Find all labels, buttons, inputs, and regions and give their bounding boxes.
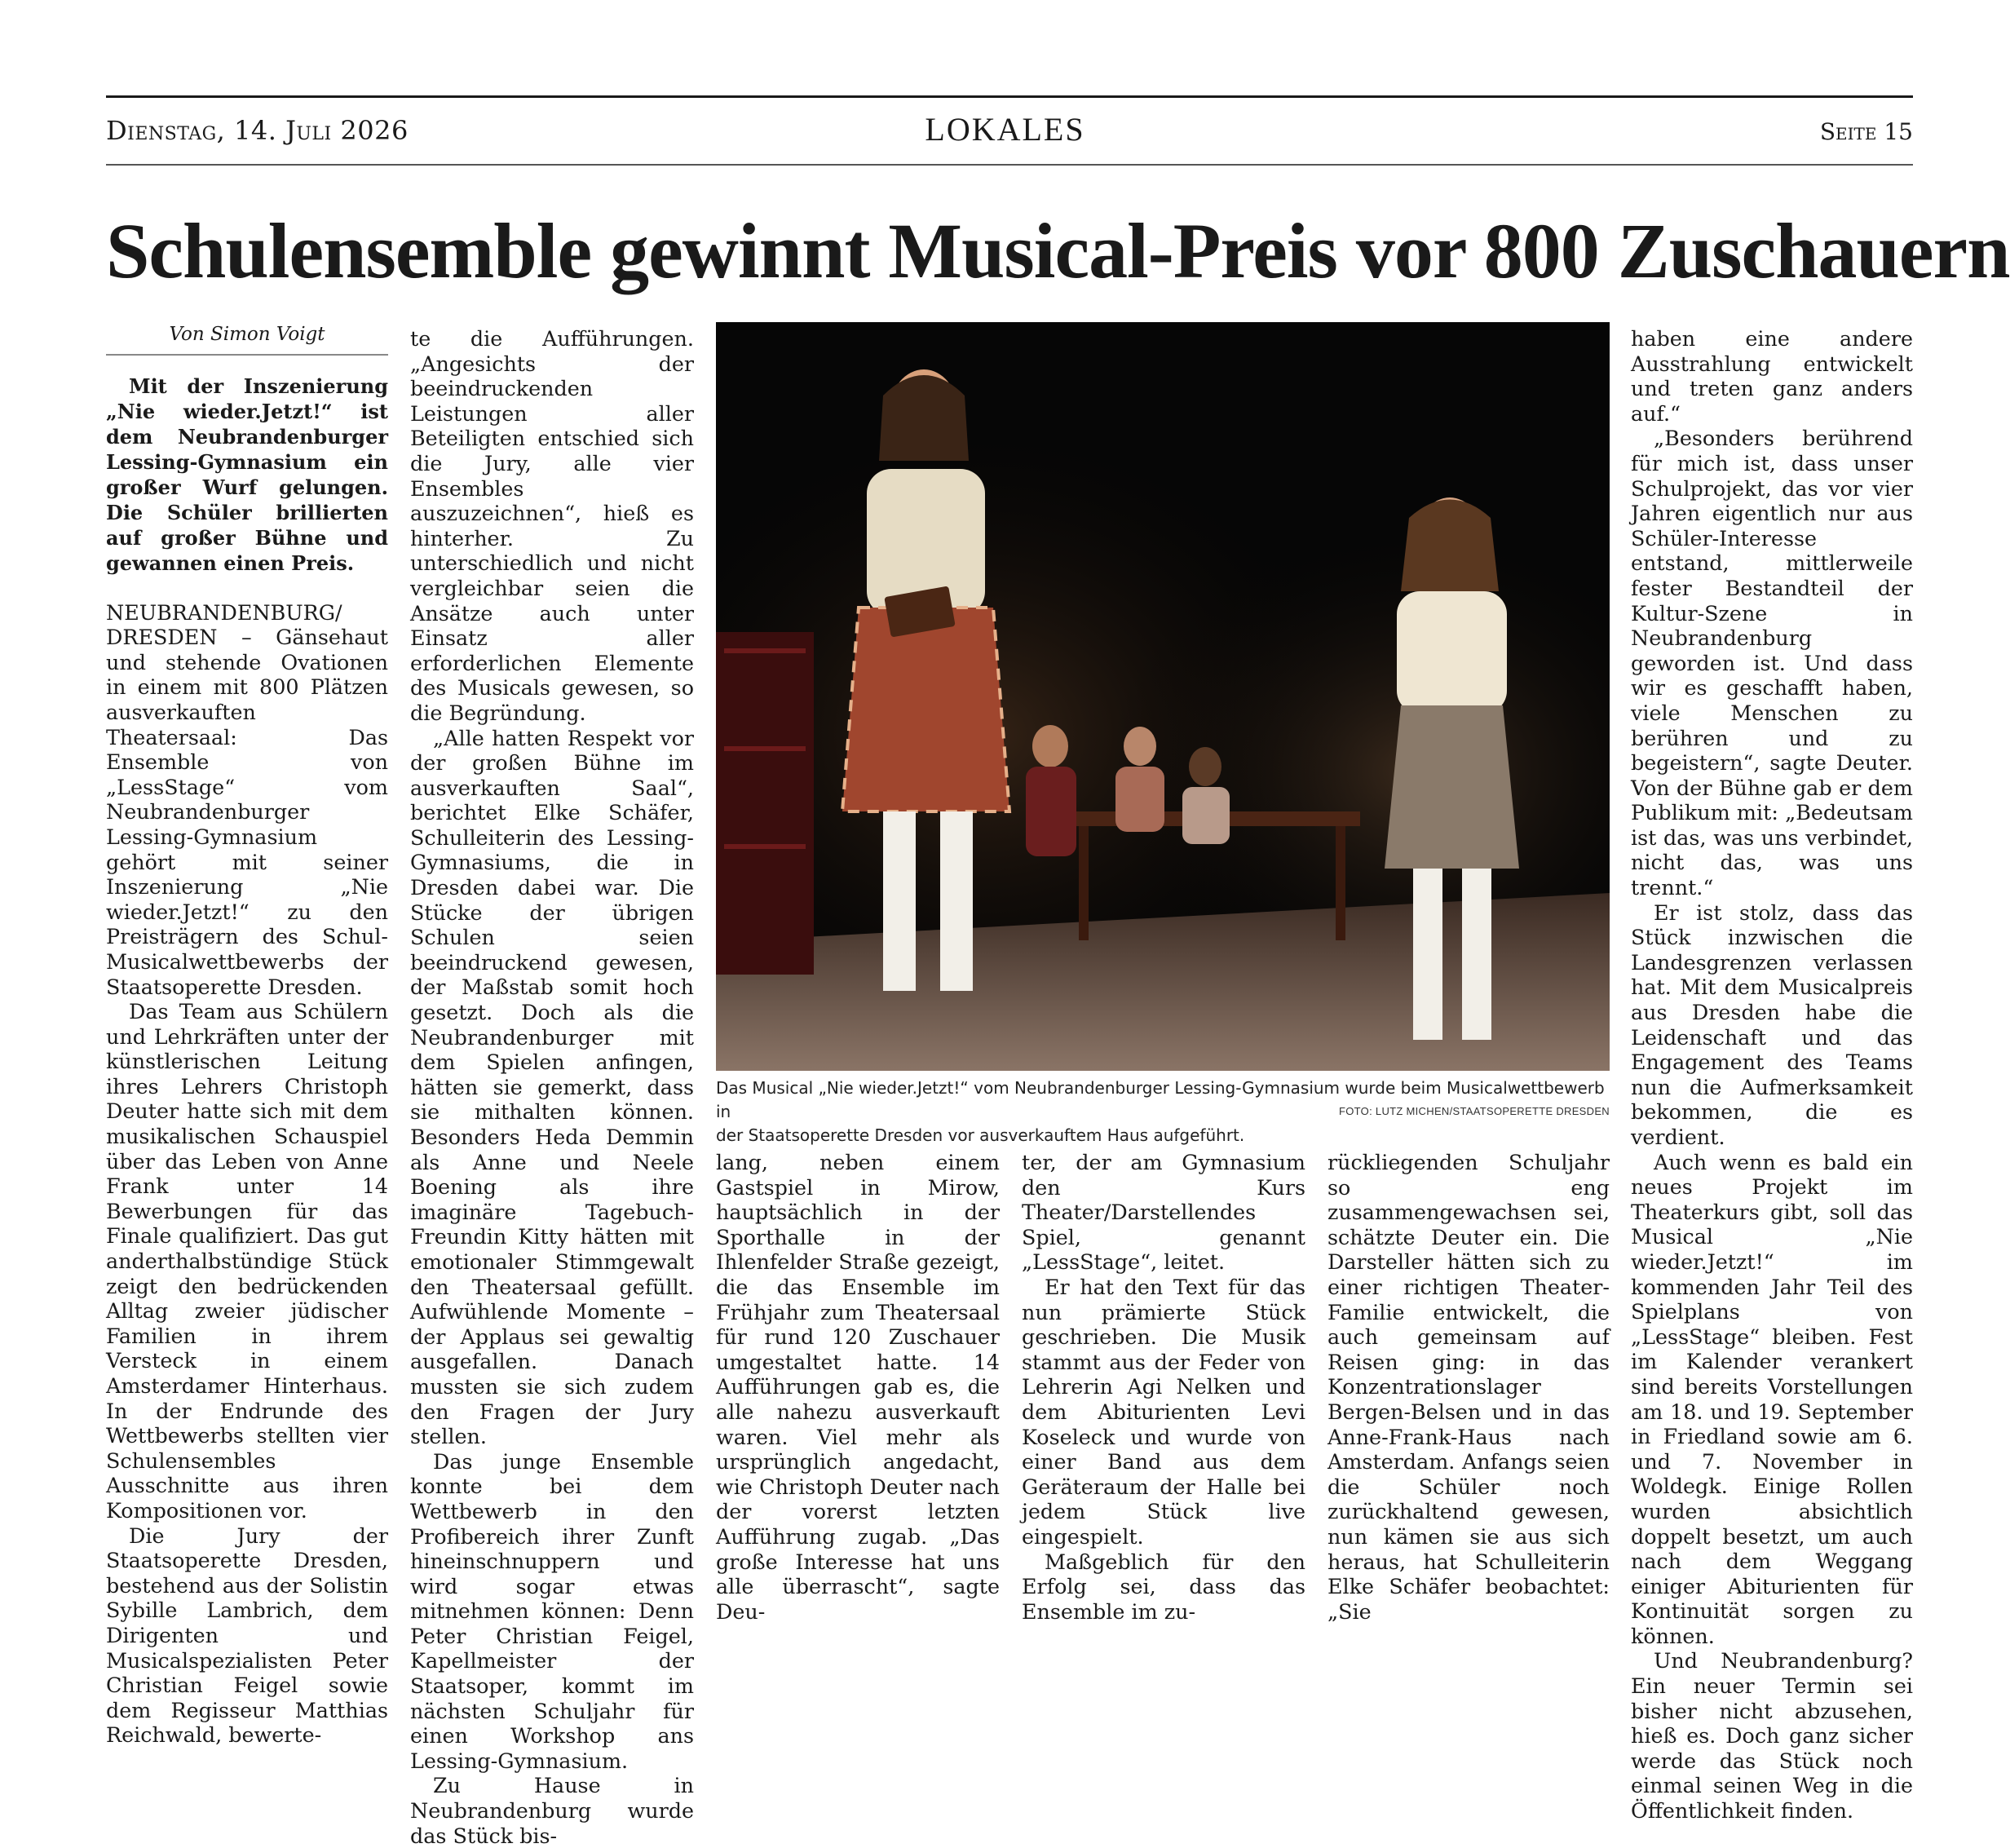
caption-line: Das Musical „Nie wieder.Jetzt!“ vom Neubrandenburger Lessing-Gymnasium wurde beim Musicalwettbewerb in [716, 1078, 1605, 1121]
article-lead: Mit der Inszenierung „Nie wieder.Jetzt!“ ist dem Neubrandenburger Lessing-Gymnasium ein großer Wurf gelungen. Die Schüler brillierten auf großer Bühne und gewannen einen Preis. [106, 374, 388, 575]
issue-date: Dienstag, 14. Juli 2026 [106, 115, 409, 146]
article-column-2 [410, 326, 694, 1848]
paragraph: Das junge Ensemble konnte bei dem Wettbewerb in den Profibereich ihrer Zunft hineinschnuppern und wird sogar etwas mitnehmen können: Denn Peter Christian Feigel, Kapellmeister der Staatsoper, kommt im nächsten Schuljahr für einen Workshop ans Lessing-Gymnasium. [410, 1448, 694, 1773]
section-title: LOKALES [925, 111, 1085, 148]
paragraph: Auch wenn es bald ein neues Projekt im Theaterkurs gibt, soll das Musical „Nie wieder.Jetzt!“ im kommenden Jahr Teil des Spielplans von „LessStage“ bleiben. Fest im Kalender verankert sind bereits Vorstellungen am 18. und 19. September in Friedland sowie am 6. und 7. November in Woldegk. Einige Rollen wurden absichtlich doppelt besetzt, um auch nach dem Weggang einiger Abiturienten für Kontinuität sorgen zu können. [1631, 1149, 1913, 1648]
article-column-5 [1327, 1150, 1610, 1624]
paragraph: Maßgeblich für den Erfolg sei, dass das Ensemble im zu- [1022, 1549, 1305, 1624]
paragraph: Und Neubrandenburg? Ein neuer Termin sei bisher nicht abzusehen, hieß es. Doch ganz sicher werde das Stück noch einmal seinen Weg in die Öffentlichkeit finden. [1631, 1648, 1913, 1824]
paragraph: te die Aufführungen. „Angesichts der beeindruckenden Leistungen aller Beteiligten entschied sich die Jury, alle vier Ensembles auszuzeichnen“, hieß es hinterher. Zu unterschiedlich und nicht vergleichbar seien die Ansätze auch unter Einsatz aller erforderlichen Elemente des Musicals gewesen, so die Begründung. [410, 326, 694, 725]
page-number: Seite 15 [1819, 118, 1913, 145]
photo-credit: FOTO: LUTZ MICHEN/STAATSOPERETTE DRESDEN [1339, 1105, 1610, 1117]
stage-photo [716, 322, 1610, 1071]
article-column-4 [1022, 1150, 1305, 1624]
paragraph: rückliegenden Schuljahr so eng zusammengewachsen sei, schätzte Deuter ein. Die Darsteller hätten sich zu einer richtigen Theater-Familie entwickelt, die auch gemeinsam auf Reisen ging: in das Konzentrationslager Bergen-Belsen und in das Anne-Frank-Haus nach Amsterdam. Anfangs seien die Schüler noch zurückhaltend gewesen, nun kämen sie aus sich heraus, hat Schulleiterin Elke Schäfer beobachtet: „Sie [1327, 1150, 1610, 1624]
paragraph: lang, neben einem Gastspiel in Mirow, hauptsächlich in der Sporthalle in der Ihlenfelder Straße gezeigt, die das Ensemble im Frühjahr zum Theatersaal für rund 120 Zuschauer umgestaltet hatte. 14 Aufführungen gab es, die alle nahezu ausverkauft waren. Viel mehr als ursprünglich angedacht, wie Christoph Deuter nach der vorerst letzten Aufführung zugab. „Das große Interesse hat uns alle überrascht“, sagte Deu- [716, 1150, 1000, 1624]
paragraph: „Besonders berührend für mich ist, dass unser Schulprojekt, das vor vier Jahren eigentlich nur aus Schüler-Interesse entstand, mittlerweile fester Bestandteil der Kultur-Szene in Neubrandenburg geworden ist. Und dass wir es geschafft haben, viele Menschen zu berühren und zu begeistern“, sagte Deuter. Von der Bühne gab er dem Publikum mit: „Bedeutsam ist das, was uns verbindet, nicht das, was uns trennt.“ [1631, 426, 1913, 900]
paragraph: Zu Hause in Neubrandenburg wurde das Stück bis- [410, 1773, 694, 1848]
article-headline: Schulensemble gewinnt Musical-Preis vor 800 Zuschauern [106, 207, 2010, 294]
paragraph: „Alle hatten Respekt vor der großen Bühne im ausverkauften Saal“, berichtet Elke Schäfer, Schulleiterin des Lessing-Gymnasiums, die in Dresden dabei war. Die Stücke der übrigen Schulen seien beeindruckend gewesen, der Maßstab somit hoch gesetzt. Doch als die Neubrandenburger mit dem Spielen anfingen, hätten sie gemerkt, dass sie mithalten können. Besonders Heda Demmin als Anne und Neele Boening als ihre imaginäre Tagebuch-Freundin Kitty hätten mit emotionaler Stimmgewalt den Theatersaal gefüllt. Aufwühlende Momente – der Applaus sei gewaltig ausgefallen. Danach mussten sie sich zudem den Fragen der Jury stellen. [410, 725, 694, 1449]
byline: Von Simon Voigt [106, 322, 388, 356]
caption-line: der Staatsoperette Dresden vor ausverkauftem Haus aufgeführt. [716, 1125, 1245, 1145]
article-column-3 [716, 1150, 1000, 1624]
paragraph: Die Jury der Staatsoperette Dresden, bestehend aus der Solistin Sybille Lambrich, dem Dirigenten und Musicalspezialisten Peter Christian Feigel sowie dem Regisseur Matthias Reichwald, bewerte- [106, 1523, 388, 1748]
header-top-rule [106, 95, 1913, 98]
article-column-1 [106, 322, 388, 1748]
stage-photo-illustration [716, 322, 1610, 1071]
paragraph: ter, der am Gymnasium den Kurs Theater/Darstellendes Spiel, genannt „LessStage“, leitet. [1022, 1150, 1305, 1275]
paragraph: Das Team aus Schülern und Lehrkräften unter der künstlerischen Leitung ihres Lehrers Christoph Deuter hatte sich mit dem musikalischen Schauspiel über das Leben von Anne Frank unter 14 Bewerbungen für das Finale qualifiziert. Das gut anderthalbstündige Stück zeigt den bedrückenden Alltag zweier jüdischer Familien in ihrem Versteck in einem Amsterdamer Hinterhaus. In der Endrunde des Wettbewerbs stellten vier Schulensembles Ausschnitte aus ihren Kompositionen vor. [106, 999, 388, 1523]
paragraph: NEUBRANDENBURG/ DRESDEN – Gänsehaut und stehende Ovationen in einem mit 800 Plätzen ausverkauften Theatersaal: Das Ensemble von „LessStage“ vom Neubrandenburger Lessing-Gymnasium gehört mit seiner Inszenierung „Nie wieder.Jetzt!“ zu den Preisträgern des Schul-Musicalwettbewerbs der Staatsoperette Dresden. [106, 599, 388, 999]
paragraph: haben eine andere Ausstrahlung entwickelt und treten ganz anders auf.“ [1631, 326, 1913, 426]
header-bottom-rule [106, 164, 1913, 166]
paragraph: Er hat den Text für das nun prämierte Stück geschrieben. Die Musik stammt aus der Feder von Lehrerin Agi Nelken und dem Abiturienten Levi Koseleck und wurde von einer Band aus dem Geräteraum der Halle bei jedem Stück live eingespielt. [1022, 1274, 1305, 1549]
paragraph: Er ist stolz, dass das Stück inzwischen die Landesgrenzen verlassen hat. Mit dem Musicalpreis aus Dresden habe die Leidenschaft und das Engagement des Teams nun die Aufmerksamkeit bekommen, die es verdient. [1631, 900, 1913, 1149]
article-column-6 [1631, 326, 1913, 1824]
